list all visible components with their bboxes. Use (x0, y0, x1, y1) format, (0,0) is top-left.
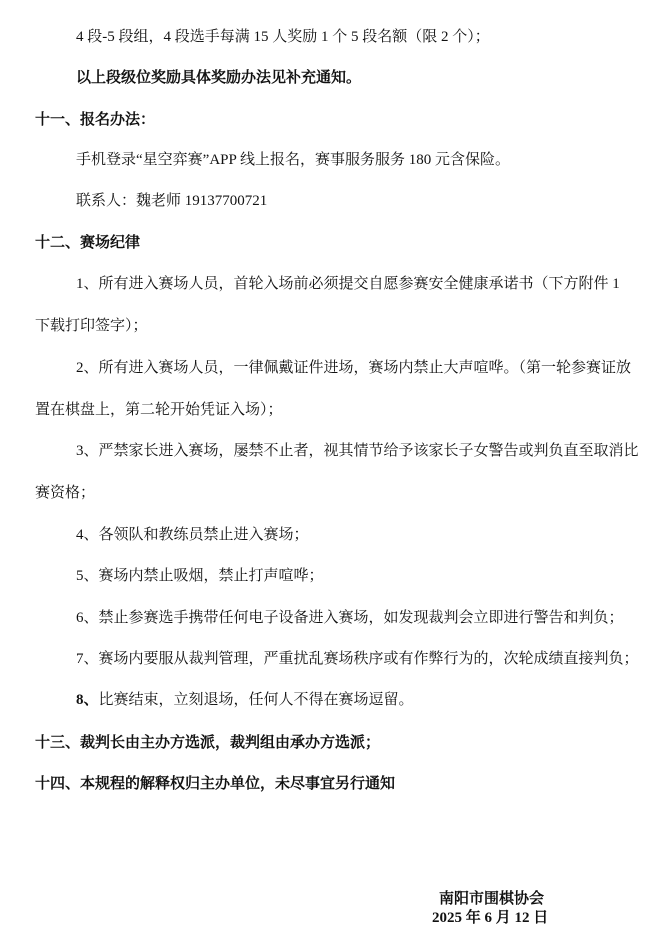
rule-3-line-2: 赛资格； (35, 485, 96, 501)
rule-1-line-1: 1、所有进入赛场人员，首轮入场前必须提交自愿参赛安全健康承诺书（下方附件 1 (76, 276, 620, 292)
rule-2-line-2: 置在棋盘上，第二轮开始凭证入场）； (35, 402, 283, 418)
rule-2-line-1: 2、所有进入赛场人员，一律佩戴证件进场，赛场内禁止大声喧哗。（第一轮参赛证放 (76, 360, 632, 376)
rule-4: 4、各领队和教练员禁止进入赛场； (76, 527, 309, 543)
registration-method: 手机登录“星空弈赛”APP 线上报名，赛事服务服务 180 元含保险。 (76, 152, 511, 168)
section-12-heading: 十二、赛场纪律 (35, 235, 141, 251)
award-rule-4-5: 4 段-5 段组，4 段选手每满 15 人奖励 1 个 5 段名额（限 2 个）； (76, 29, 490, 45)
rule-1-line-2: 下载打印签字）； (35, 318, 148, 334)
rule-7: 7、赛场内要服从裁判管理，严重扰乱赛场秩序或有作弊行为的，次轮成绩直接判负； (76, 651, 639, 667)
section-13: 十三、裁判长由主办方选派，裁判组由承办方选派； (35, 735, 381, 751)
rule-5: 5、赛场内禁止吸烟，禁止打声喧哗； (76, 568, 324, 584)
section-14: 十四、本规程的解释权归主办单位，未尽事宜另行通知 (35, 776, 396, 792)
rule-3-line-1: 3、严禁家长进入赛场，屡禁不止者，视其情节给予该家长子女警告或判负直至取消比 (76, 443, 639, 459)
contact-info: 联系人：魏老师 19137700721 (76, 193, 268, 209)
signature-date: 2025 年 6 月 12 日 (432, 910, 549, 926)
rule-8-number: 8、 (76, 692, 99, 708)
section-11-heading: 十一、报名办法： (35, 112, 156, 128)
rule-8 (76, 690, 414, 710)
signature-organization: 南阳市围棋协会 (439, 891, 545, 907)
rule-8-text: 比赛结束，立刻退场，任何人不得在赛场逗留。 (98, 692, 414, 708)
rule-6: 6、禁止参赛选手携带任何电子设备进入赛场，如发现裁判会立即进行警告和判负； (76, 610, 624, 626)
award-note: 以上段级位奖励具体奖励办法见补充通知。 (76, 70, 362, 86)
